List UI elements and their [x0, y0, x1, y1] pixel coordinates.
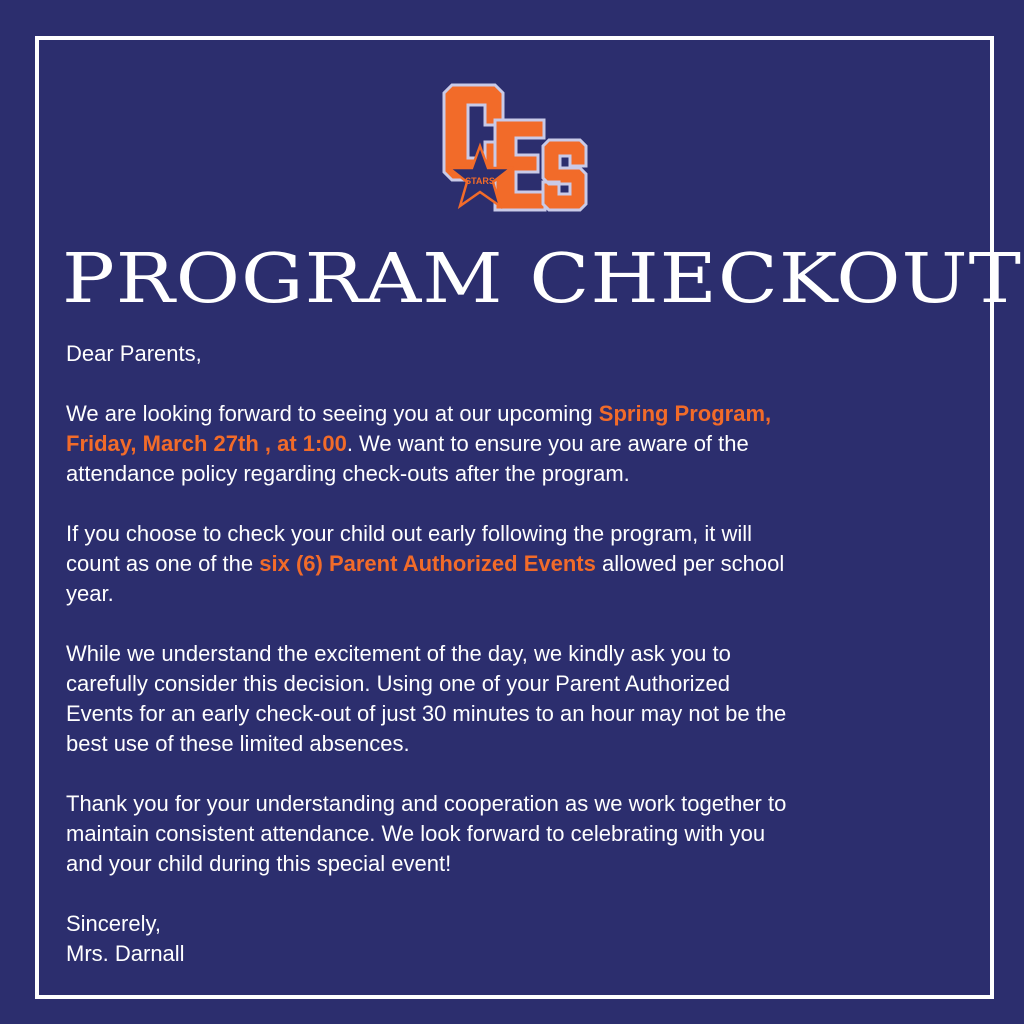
event-date-highlight: Friday, March 27th , at 1:00 [66, 431, 347, 456]
text: and your child during this special event! [66, 851, 452, 876]
text: best use of these limited absences. [66, 731, 410, 756]
text: If you choose to check your child out early following the program, it will [66, 521, 752, 546]
signature-block [66, 909, 966, 969]
text: Events for an early check-out of just 30 minutes to an hour may not be the [66, 701, 787, 726]
event-name-highlight: Spring Program, [598, 401, 772, 426]
page-title: PROGRAM CHECKOUT [62, 238, 1022, 319]
signature: Mrs. Darnall [66, 941, 185, 966]
text: carefully consider this decision. Using one of your Parent Authorized [66, 671, 731, 696]
closing: Sincerely, [66, 911, 161, 936]
logo-letter-e [495, 120, 545, 210]
paragraph-3 [66, 639, 966, 759]
text: Thank you for your understanding and cooperation as we work together to [66, 791, 787, 816]
ces-stars-logo [440, 80, 590, 215]
text: While we understand the excitement of the day, we kindly ask you to [66, 641, 731, 666]
text: count as one of the [66, 551, 260, 576]
stars-text: STARS [465, 176, 495, 186]
text: year. [66, 581, 114, 606]
logo-letter-s [543, 140, 586, 210]
paragraph-4 [66, 789, 966, 879]
text: We are looking forward to seeing you at our upcoming [66, 401, 599, 426]
text: . We want to ensure you are aware of the [346, 431, 749, 456]
greeting: Dear Parents, [66, 341, 202, 366]
letter-body [66, 339, 966, 969]
authorized-events-highlight: six (6) Parent Authorized Events [259, 551, 596, 576]
text: maintain consistent attendance. We look forward to celebrating with you [66, 821, 766, 846]
text: allowed per school [595, 551, 785, 576]
paragraph-1 [66, 399, 966, 489]
paragraph-2 [66, 519, 966, 609]
text: attendance policy regarding check-outs after the program. [66, 461, 630, 486]
